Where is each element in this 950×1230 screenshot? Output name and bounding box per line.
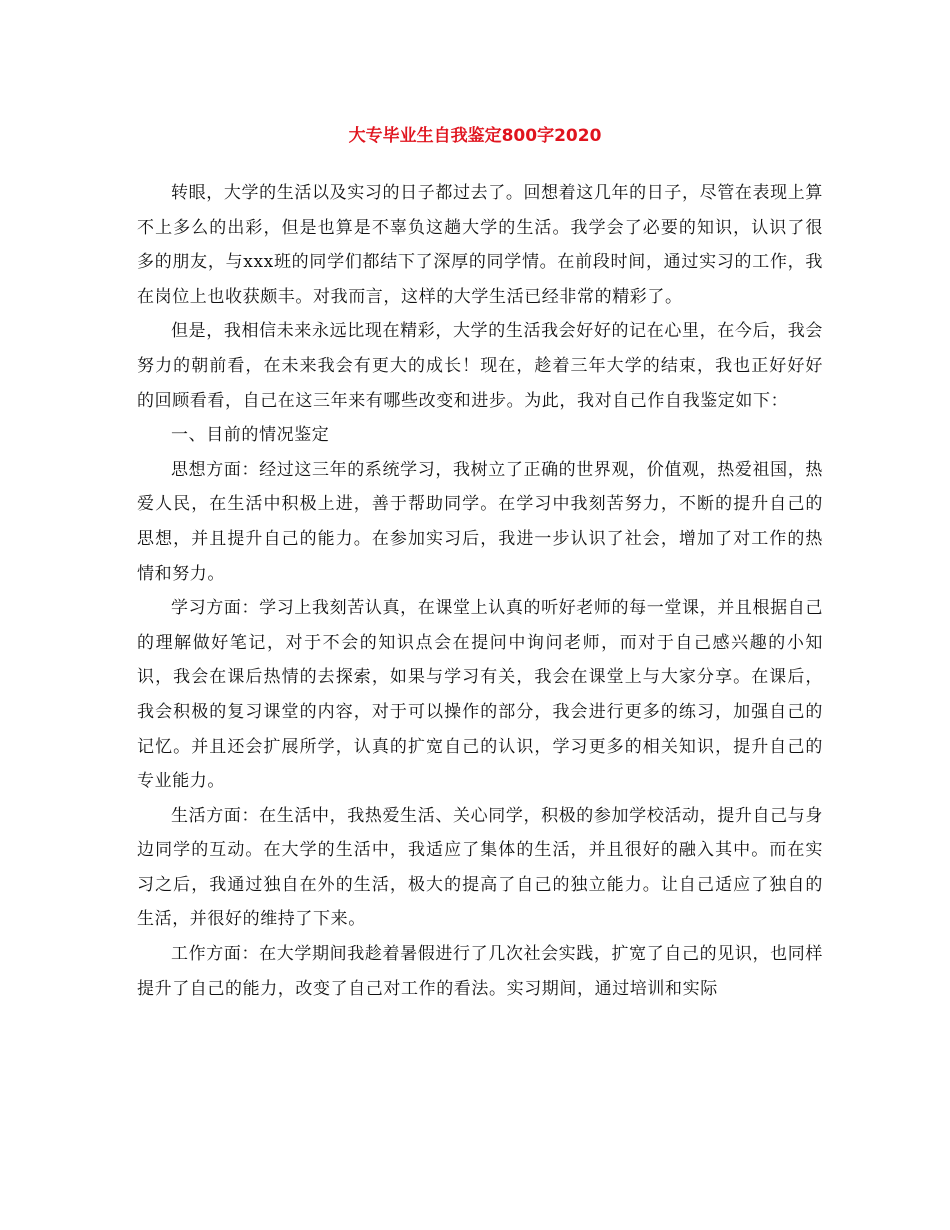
paragraph-work: 工作方面：在大学期间我趁着暑假进行了几次社会实践，扩宽了自己的见识，也同样提升了自己的能力，改变了自己对工作的看法。实习期间，通过培训和实际	[137, 944, 823, 999]
paragraph-intro: 转眼，大学的生活以及实习的日子都过去了。回想着这几年的日子，尽管在表现上算不上多么的出彩，但是也算是不辜负这趟大学的生活。我学会了必要的知识，认识了很多的朋友，与xxx班的同学们都结下了深厚的同学情。在前段时间，通过实习的工作，我在岗位上也收获颇丰。对我而言，这样的大学生活已经非常的精彩了。	[137, 183, 823, 307]
section-heading-current-situation: 一、目前的情况鉴定	[171, 425, 330, 446]
paragraph-study: 学习方面：学习上我刻苦认真，在课堂上认真的听好老师的每一堂课，并且根据自己的理解做好笔记，对于不会的知识点会在提问中询问老师，而对于自己感兴趣的小知识，我会在课后热情的去探索，如果与学习有关，我会在课堂上与大家分享。在课后，我会积极的复习课堂的内容，对于可以操作的部分，我会进行更多的练习，加强自己的记忆。并且还会扩展所学，认真的扩宽自己的认识，学习更多的相关知识，提升自己的专业能力。	[137, 598, 823, 792]
paragraph-future: 但是，我相信未来永远比现在精彩，大学的生活我会好好的记在心里，在今后，我会努力的朝前看，在未来我会有更大的成长！现在，趁着三年大学的结束，我也正好好好的回顾看看，自己在这三年来有哪些改变和进步。为此，我对自己作自我鉴定如下：	[137, 321, 823, 411]
paragraph-life: 生活方面：在生活中，我热爱生活、关心同学，积极的参加学校活动，提升自己与身边同学的互动。在大学的生活中，我适应了集体的生活，并且很好的融入其中。而在实习之后，我通过独自在外的生活，极大的提高了自己的独立能力。让自己适应了独自的生活，并很好的维持了下来。	[137, 805, 823, 930]
paragraph-ideology: 思想方面：经过这三年的系统学习，我树立了正确的世界观，价值观，热爱祖国，热爱人民，在生活中积极上进，善于帮助同学。在学习中我刻苦努力，不断的提升自己的思想，并且提升自己的能力。在参加实习后，我进一步认识了社会，增加了对工作的热情和努力。	[137, 459, 823, 584]
document-title: 大专毕业生自我鉴定800字2020	[348, 126, 602, 146]
document-body	[137, 176, 823, 1006]
